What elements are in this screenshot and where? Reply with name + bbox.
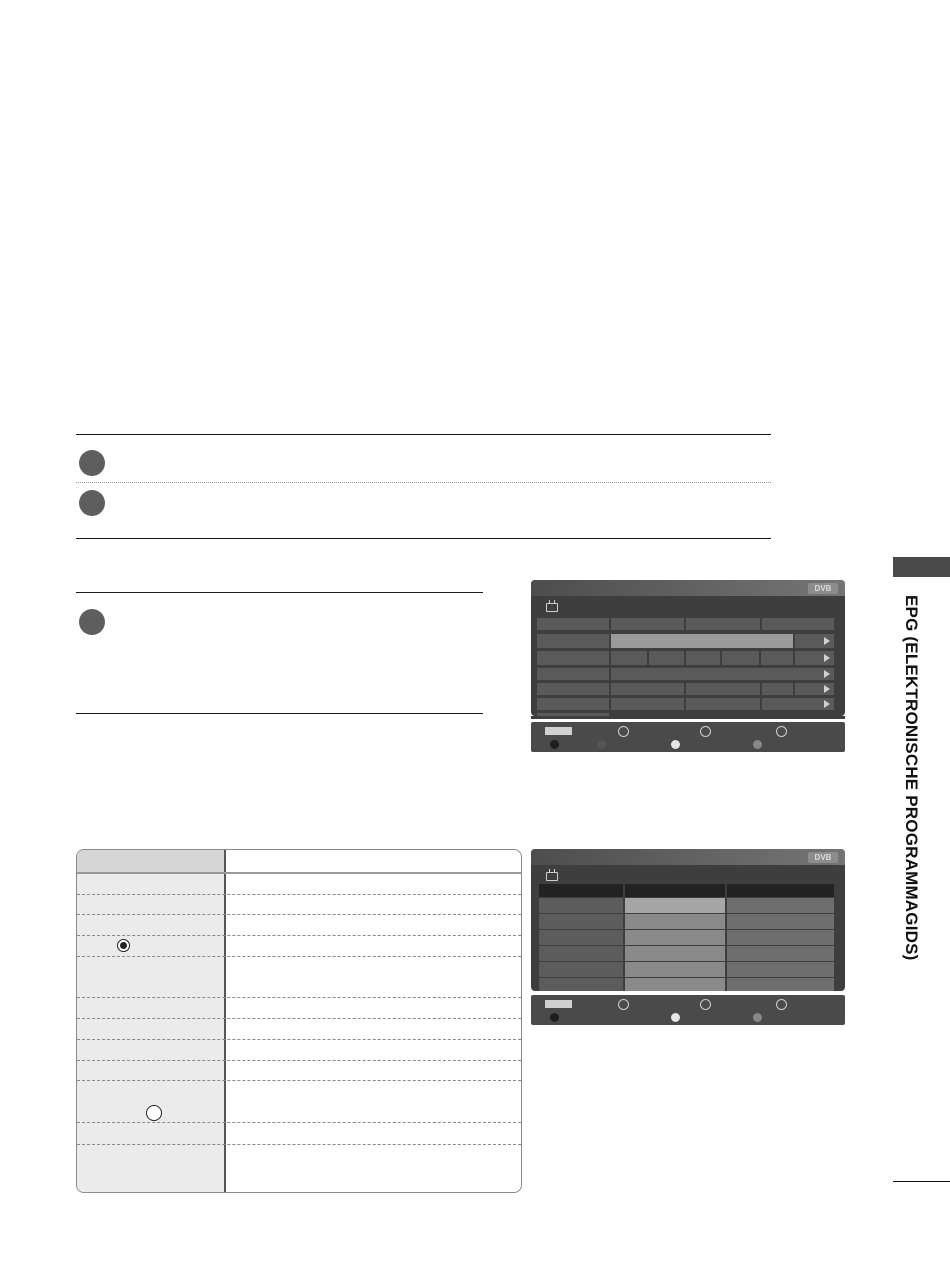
instruction2-bottom-rule [76,713,483,714]
ok-button-icon [117,939,130,952]
table-row-divider [77,1122,521,1123]
instruction-bottom-rule [76,538,771,539]
blue-button-icon [753,740,762,749]
chapter-title: EPG (ELEKTRONISCHE PROGRAMMAGIDS) [902,595,921,961]
instruction-top-rule [76,434,771,435]
button-column-header [77,850,224,872]
yellow-button-icon [671,740,680,749]
back-icon [700,726,711,737]
green-button-icon [597,740,606,749]
epg-grid-continuation [531,716,845,719]
blue-button-icon [753,1013,762,1022]
chapter-tab [893,557,950,577]
step-2-badge [79,490,105,516]
epg-screen-grid [531,580,845,716]
column-divider [224,850,226,1192]
ok-icon [618,999,629,1010]
table-row-divider [77,894,521,895]
table-row-divider [77,914,521,915]
epg-screen-list [531,849,845,991]
header-underline [77,872,521,874]
mode-key [545,1000,572,1008]
dvb-badge: DVB [808,852,838,863]
table-row-divider [77,1018,521,1019]
table-row-divider [77,997,521,998]
epg-grid [531,580,845,716]
instruction-separator [76,482,771,483]
table-row-divider [77,1080,521,1081]
circle-button-icon [146,1105,162,1121]
info-icon [776,999,787,1010]
page-number-rule [893,1181,950,1182]
table-row-divider [77,1039,521,1040]
red-button-icon [550,1013,559,1022]
epg-legend-bar-2 [531,995,845,1025]
yellow-button-icon [671,1013,680,1022]
back-icon [700,999,711,1010]
dvb-badge: DVB [808,583,838,594]
table-row-divider [77,1144,521,1145]
info-icon [776,726,787,737]
instruction2-top-rule [76,592,483,593]
red-button-icon [550,740,559,749]
epg-legend-bar-1 [531,722,845,752]
step-1-badge [79,450,105,476]
epg-list [531,849,845,991]
table-row-divider [77,1060,521,1061]
step-1-badge-second [79,609,105,635]
table-row-divider [77,935,521,936]
button-column [77,850,224,1192]
mode-key [545,727,572,735]
table-row-divider [77,956,521,957]
ok-icon [618,726,629,737]
button-function-table [76,849,522,1193]
